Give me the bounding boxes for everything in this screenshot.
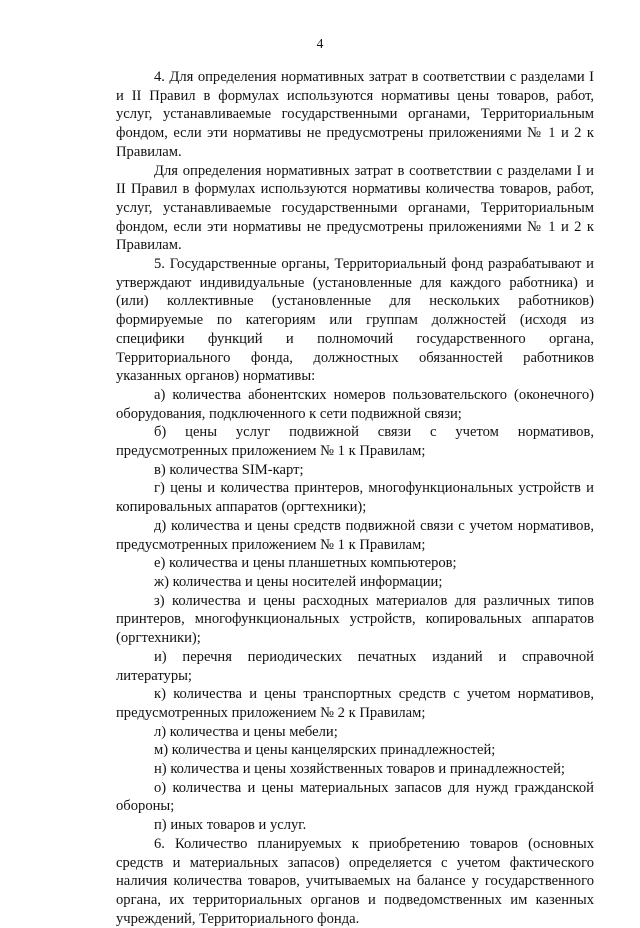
- document-body: [116, 68, 594, 928]
- paragraph-quantity-norms: Для определения нормативных затрат в соответствии с разделами I и II Правил в формулах используются нормативы количества товаров, работ, услуг, устанавливаемые государственными органами, Территориальным фондом, если эти нормативы не предусмотрены приложениями № 1 и 2 к Правилам.: [116, 162, 594, 254]
- list-item-m: м) количества и цены канцелярских принадлежностей;: [154, 742, 496, 759]
- list-item-k: к) количества и цены транспортных средств с учетом нормативов, предусмотренных приложением № 2 к Правилам;: [116, 686, 594, 721]
- paragraph-5-norms-list-intro: 5. Государственные органы, Территориальный фонд разрабатывают и утверждают индивидуальные (установленные для каждого работника) и (или) коллективные (установленные для нескольких работников) формируемые по категориям или группам должностей (исходя из специфики функций и полномочий государственного органа, Территориального фонда, должностных обязанностей работников указанных органов) нормативы:: [116, 256, 594, 385]
- list-item-z: з) количества и цены расходных материалов для различных типов принтеров, многофункциональных устройств, копировальных аппаратов (оргтехники);: [116, 592, 594, 647]
- page-number: 4: [316, 36, 324, 51]
- list-item-b: б) цены услуг подвижной связи с учетом нормативов, предусмотренных приложением № 1 к Правилам;: [116, 424, 594, 460]
- list-item-v: в) количества SIM-карт;: [154, 461, 304, 478]
- list-item-a: а) количества абонентских номеров пользовательского (оконечного) оборудования, подключенного к сети подвижной связи;: [116, 386, 594, 422]
- paragraph-6-quantity-planning: 6. Количество планируемых к приобретению товаров (основных средств и материальных запасов) определяется с учетом фактического наличия количества товаров, учитываемых на балансе у государственного органа, их территориальных органов и подведомственных им казенных учреждений, Территориального фонда.: [116, 835, 594, 927]
- list-item-g: г) цены и количества принтеров, многофункциональных устройств и копировальных аппаратов (оргтехники);: [116, 480, 594, 516]
- list-item-zh: ж) количества и цены носителей информации;: [154, 573, 443, 590]
- list-item-i: и) перечня периодических печатных изданий и справочной литературы;: [116, 648, 594, 684]
- list-item-p: п) иных товаров и услуг.: [154, 817, 307, 834]
- paragraph-4-price-norms: 4. Для определения нормативных затрат в соответствии с разделами I и II Правил в формулах используются нормативы цены товаров, работ, услуг, устанавливаемые государственными органами, Территориальным фондом, если эти нормативы не предусмотрены приложениями № 1 и 2 к Правилам.: [116, 69, 594, 160]
- list-item-e: е) количества и цены планшетных компьютеров;: [154, 555, 457, 572]
- list-item-l: л) количества и цены мебели;: [154, 723, 338, 740]
- list-item-o: о) количества и цены материальных запасов для нужд гражданской обороны;: [116, 779, 594, 815]
- list-item-n: н) количества и цены хозяйственных товаров и принадлежностей;: [154, 761, 565, 778]
- list-item-d: д) количества и цены средств подвижной связи с учетом нормативов, предусмотренных приложением № 1 к Правилам;: [116, 517, 594, 553]
